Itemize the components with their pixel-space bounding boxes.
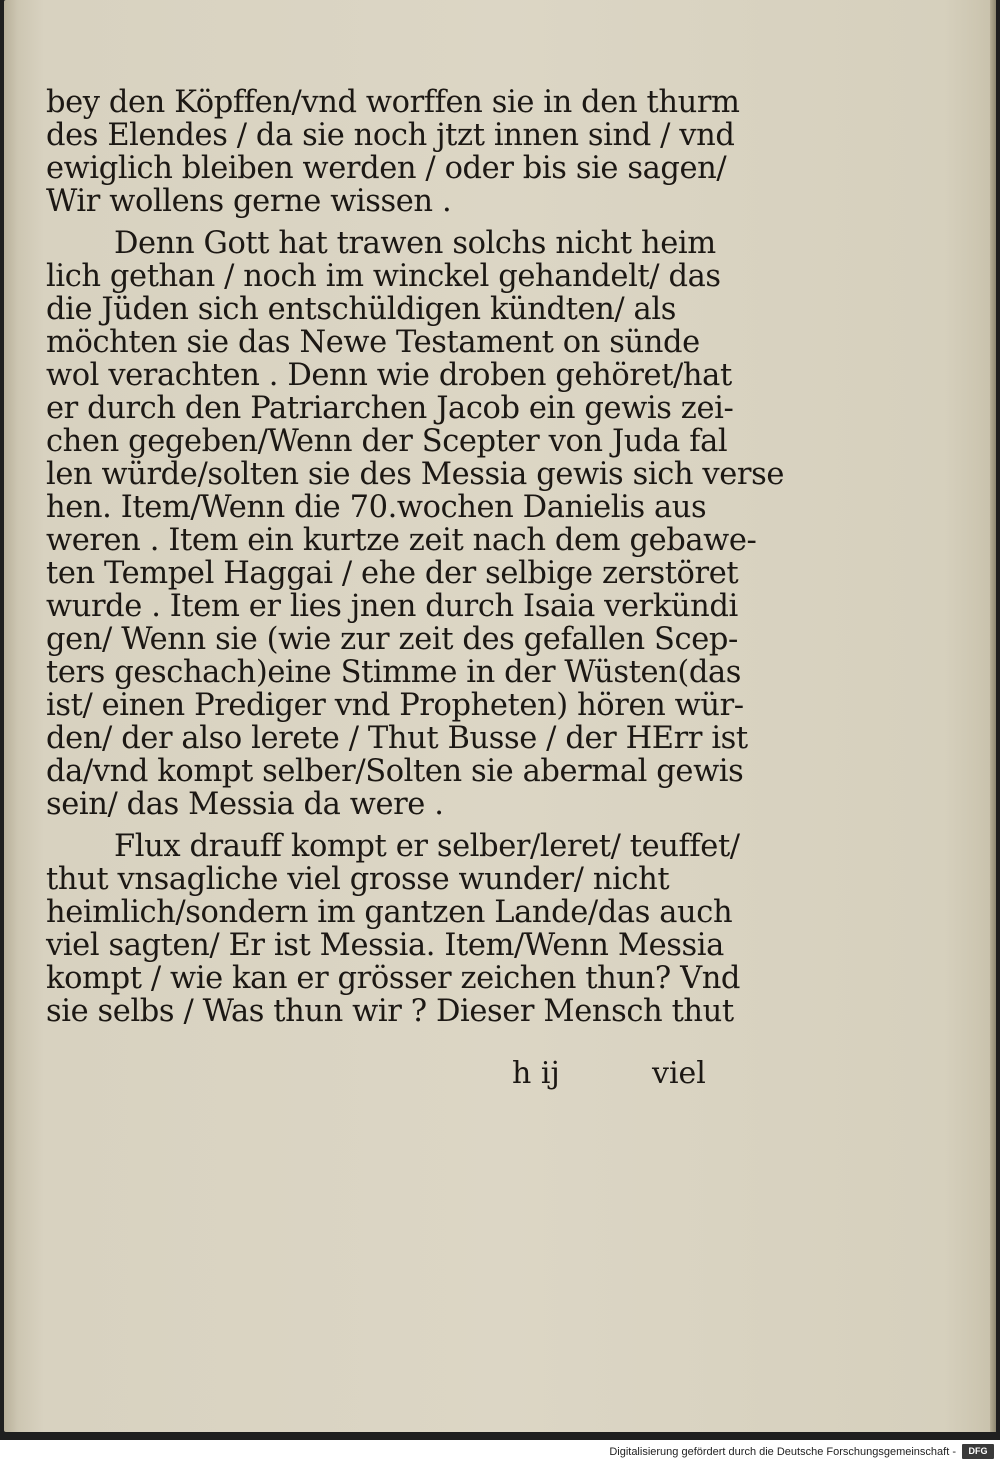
text-line: Flux drauff kompt er selber/leret/ teuffet/: [114, 829, 740, 864]
paragraph: [46, 85, 740, 219]
page-fore-edge: [990, 0, 996, 1432]
digitization-footer: [0, 1440, 1000, 1464]
text-line: Wir wollens gerne wissen .: [46, 184, 452, 219]
paragraph: [46, 226, 784, 822]
catchword: viel: [652, 1056, 706, 1091]
text-line: wurde . Item er lies jnen durch Isaia verkündi: [46, 589, 738, 624]
text-line: den/ der also lerete / Thut Busse / der HErr ist: [46, 721, 748, 756]
text-line: gen/ Wenn sie (wie zur zeit des gefallen Scep-: [46, 622, 738, 657]
text-line: viel sagten/ Er ist Messia. Item/Wenn Messia: [46, 928, 724, 963]
text-line: weren . Item ein kurtze zeit nach dem gebawe-: [46, 523, 757, 558]
text-line: bey den Köpffen/vnd worffen sie in den thurm: [46, 85, 740, 120]
text-line: heimlich/sondern im gantzen Lande/das auch: [46, 895, 733, 930]
page-foot-line: [0, 1056, 706, 1091]
text-line: ewiglich bleiben werden / oder bis sie sagen/: [46, 151, 727, 186]
text-line: möchten sie das Newe Testament on sünde: [46, 325, 700, 360]
text-line: da/vnd kompt selber/Solten sie abermal gewis: [46, 754, 744, 789]
text-line: ist/ einen Prediger vnd Propheten) hören wür-: [46, 688, 744, 723]
dfg-logo: DFG: [962, 1444, 994, 1459]
text-line: chen gegeben/Wenn der Scepter von Juda fal: [46, 424, 728, 459]
text-line: die Jüden sich entschüldigen kündten/ als: [46, 292, 676, 327]
text-line: lich gethan / noch im winckel gehandelt/ das: [46, 259, 721, 294]
signature-mark: h ij: [512, 1056, 560, 1091]
text-line: er durch den Patriarchen Jacob ein gewis zei-: [46, 391, 734, 426]
text-line: ten Tempel Haggai / ehe der selbige zerstöret: [46, 556, 739, 591]
text-line: ters geschach)eine Stimme in der Wüsten(das: [46, 655, 742, 690]
text-line: thut vnsagliche viel grosse wunder/ nicht: [46, 862, 670, 897]
text-line: des Elendes / da sie noch jtzt innen sind / vnd: [46, 118, 735, 153]
body-text: [46, 85, 784, 1037]
text-line: kompt / wie kan er grösser zeichen thun? Vnd: [46, 961, 741, 996]
funding-note: Digitalisierung gefördert durch die Deutsche Forschungsgemeinschaft -: [609, 1446, 956, 1458]
text-line: hen. Item/Wenn die 70.wochen Danielis aus: [46, 490, 707, 525]
text-line: sein/ das Messia da were .: [46, 787, 444, 822]
text-line: wol verachten . Denn wie droben gehöret/hat: [46, 358, 732, 393]
paragraph: [46, 829, 741, 1029]
text-line: sie selbs / Was thun wir ? Dieser Mensch thut: [46, 994, 734, 1029]
text-line: Denn Gott hat trawen solchs nicht heim: [114, 226, 716, 261]
text-line: len würde/solten sie des Messia gewis sich verse: [46, 457, 784, 492]
